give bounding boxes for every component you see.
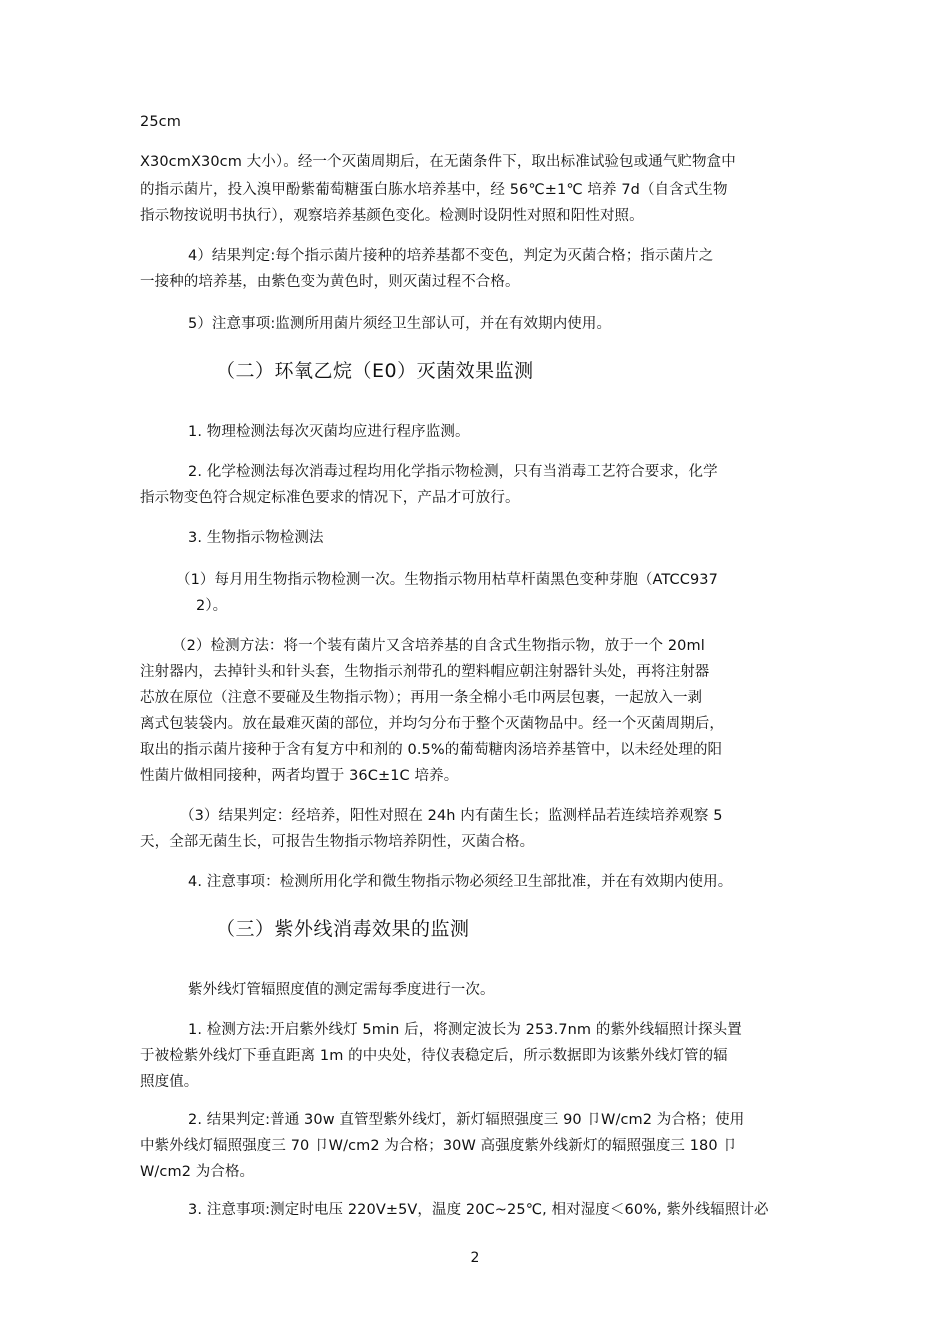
- text-line: 的指示菌片，投入溴甲酚紫葡萄糖蛋白胨水培养基中，经 56℃±1℃ 培养 7d（自含式生物: [140, 182, 728, 198]
- text-line: 离式包装袋内。放在最难灭菌的部位，并均匀分布于整个灭菌物品中。经一个灭菌周期后，: [140, 716, 724, 732]
- text-line: 25cm: [140, 114, 181, 130]
- page-number: 2: [470, 1250, 480, 1266]
- text-line: 注射器内，去掉针头和针头套，生物指示剂带孔的塑料帽应朝注射器针头处，再将注射器: [140, 664, 710, 680]
- text-line: 紫外线灯管辐照度值的测定需每季度进行一次。: [188, 982, 495, 998]
- text-line: 中紫外线灯辐照强度三 70 卩W/cm2 为合格；30W 高强度紫外线新灯的辐照强度三 180 卩: [140, 1138, 738, 1154]
- text-line: 一接种的培养基，由紫色变为黄色时，则灭菌过程不合格。: [140, 274, 520, 290]
- text-line: 4. 注意事项：检测所用化学和微生物指示物必须经卫生部批准，并在有效期内使用。: [188, 874, 733, 890]
- text-line: 4）结果判定:每个指示菌片接种的培养基都不变色，判定为灭菌合格；指示菌片之: [188, 248, 714, 264]
- section-heading: （三）紫外线消毒效果的监测: [216, 918, 470, 940]
- text-line: 2）。: [196, 598, 228, 614]
- text-line: 3. 生物指示物检测法: [188, 530, 324, 546]
- text-line: 于被检紫外线灯下垂直距离 1m 的中央处，待仪表稳定后，所示数据即为该紫外线灯管的辐: [140, 1048, 728, 1064]
- text-line: 2. 结果判定:普通 30w 直管型紫外线灯，新灯辐照强度三 90 卩W/cm2 为合格；使用: [188, 1112, 745, 1128]
- text-line: X30cmX30cm 大小）。经一个灭菌周期后，在无菌条件下，取出标准试验包或通气贮物盒中: [140, 154, 736, 170]
- text-line: 5）注意事项:监测所用菌片须经卫生部认可，并在有效期内使用。: [188, 316, 612, 332]
- text-line: 指示物变色符合规定标准色要求的情况下，产品才可放行。: [140, 490, 520, 506]
- text-line: （3）结果判定：经培养，阳性对照在 24h 内有菌生长；监测样品若连续培养观察 5: [180, 808, 723, 824]
- text-line: 1. 检测方法:开启紫外线灯 5min 后，将测定波长为 253.7nm 的紫外线辐照计探头置: [188, 1022, 742, 1038]
- text-line: 取出的指示菌片接种于含有复方中和剂的 0.5%的葡萄糖肉汤培养基管中，以未经处理的阳: [140, 742, 723, 758]
- text-line: W/cm2 为合格。: [140, 1164, 255, 1180]
- text-line: （1）每月用生物指示物检测一次。生物指示物用枯草杆菌黑色变种芽胞（ATCC937: [176, 572, 718, 588]
- text-line: 天，全部无菌生长，可报告生物指示物培养阴性，灭菌合格。: [140, 834, 535, 850]
- text-line: 1. 物理检测法每次灭菌均应进行程序监测。: [188, 424, 470, 440]
- text-line: 性菌片做相同接种，两者均置于 36C±1C 培养。: [140, 768, 459, 784]
- text-line: 3. 注意事项:测定时电压 220V±5V，温度 20C~25℃, 相对湿度＜60%, 紫外线辐照计必: [188, 1202, 769, 1218]
- text-line: 芯放在原位（注意不要碰及生物指示物）；再用一条全棉小毛巾两层包裹，一起放入一剥: [140, 690, 703, 706]
- section-heading: （二）环氧乙烷（E0）灭菌效果监测: [216, 360, 534, 382]
- text-line: 指示物按说明书执行），观察培养基颜色变化。检测时设阴性对照和阳性对照。: [140, 208, 644, 224]
- text-line: 照度值。: [140, 1074, 199, 1090]
- text-line: 2. 化学检测法每次消毒过程均用化学指示物检测，只有当消毒工艺符合要求，化学: [188, 464, 718, 480]
- text-line: （2）检测方法：将一个装有菌片又含培养基的自含式生物指示物，放于一个 20ml: [172, 638, 705, 654]
